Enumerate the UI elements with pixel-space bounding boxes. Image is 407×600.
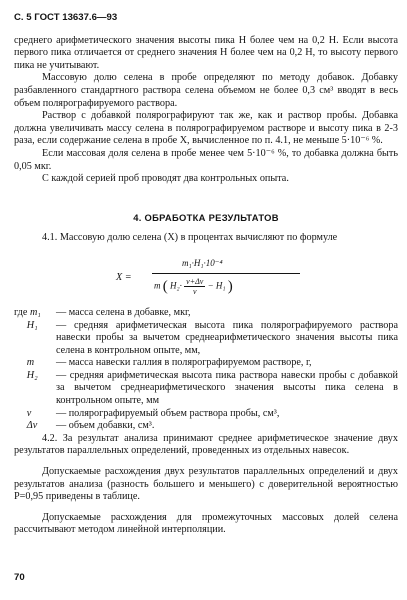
- formula-inner-bottom: v: [192, 286, 197, 296]
- definition-symbol: v: [26, 407, 32, 419]
- formula-fraction-bar: [152, 273, 300, 274]
- formula-lhs: X =: [116, 271, 132, 283]
- definition-text: — полярографируемый объем раствора пробы, см³,: [56, 407, 280, 419]
- definition-item: [14, 320, 398, 358]
- paragraph-interpolation: Допускаемые расхождения для промежуточных массовых долей селена рассчитывают методом линейной интерполяции.: [14, 511, 398, 536]
- formula-den-suffix: − H₁: [207, 280, 226, 291]
- paragraph-additions-method: Массовую долю селена в пробе определяют по методу добавок. Добавку разбавленного стандартного раствора селена объемом не более 0,3 см³ вводят в весь объем полярографируемого раствора.: [14, 72, 398, 109]
- definition-item: [14, 307, 398, 320]
- definitions-list: [14, 307, 398, 433]
- formula-open-paren: (: [162, 278, 168, 295]
- definition-symbol: где m₁: [14, 306, 41, 318]
- definition-symbol: Δv: [26, 420, 38, 432]
- definition-text: — масса селена в добавке, мкг,: [56, 306, 191, 318]
- formula-numerator: m₁·H₁·10⁻⁴: [182, 257, 223, 268]
- definition-text: — объем добавки, см³.: [56, 420, 155, 432]
- formula-den-prefix: m: [154, 280, 161, 291]
- section-title: 4. ОБРАБОТКА РЕЗУЛЬТАТОВ: [133, 211, 279, 223]
- paragraph-solution-with-addition: Раствор с добавкой полярографируют так же, как и раствор пробы. Добавка должна увеличивать массу селена в полярографируемом растворе и высоту пика в 2-3 раза, если содержание селена в пробе X, вычисленное по п. 4.1, не меньше 5·10⁻⁶ %.: [14, 110, 398, 147]
- formula-inner-fraction: [184, 277, 205, 296]
- definition-symbol: H₁: [26, 319, 38, 331]
- paragraph-continuation: среднего арифметического значения высоты пика H более чем на 0,2 H. Если высота первого пика отличается от среднего значения H более чем на 0,2 H, то высоту первого пика не учитывают.: [14, 34, 398, 71]
- page-header: С. 5 ГОСТ 13637.6—93: [14, 12, 118, 23]
- paragraph-tolerances: Допускаемые расхождения двух результатов параллельных определений и двух результатов анализа (разность большего и меньшего) с доверительной вероятностью P=0,95 приведены в таблице.: [14, 466, 398, 503]
- formula-denominator: [154, 277, 233, 296]
- paragraph-result-definition: 4.2. За результат анализа принимают среднее арифметическое значение двух результатов параллельных определений, проведенных из отдельных навесок.: [14, 432, 398, 457]
- definition-item: [14, 420, 398, 433]
- definition-item: [14, 357, 398, 370]
- document-page: [14, 12, 398, 537]
- page-number: 70: [14, 572, 25, 583]
- definition-symbol: H₂: [26, 369, 38, 381]
- formula-den-h2: H₂·: [170, 280, 182, 291]
- formula: [14, 255, 398, 301]
- formula-close-paren: ): [227, 278, 233, 295]
- definition-item: [14, 370, 398, 408]
- definition-symbol: m: [26, 357, 35, 369]
- definition-item: [14, 408, 398, 421]
- definition-text: — средняя арифметическая высота пика полярографируемого раствора навески пробы за вычетом среднеарифметического значения высоты пика селена в контрольном опыте, мм,: [56, 319, 398, 356]
- paragraph-control-experiments: С каждой серией проб проводят два контрольных опыта.: [42, 173, 289, 185]
- paragraph-low-selenium: Если массовая доля селена в пробе менее чем 5·10⁻⁶ %, то добавка должна быть 0,05 мкг.: [14, 147, 398, 172]
- paragraph-formula-intro: 4.1. Массовую долю селена (X) в процентах вычисляют по формуле: [42, 232, 338, 244]
- definition-text: — масса навески галлия в полярографируемом растворе, г,: [56, 357, 312, 369]
- formula-inner-top: v+Δv: [186, 276, 204, 286]
- definition-text: — средняя арифметическая высота пика раствора навески пробы с добавкой за вычетом среднеарифметического значения высоты пика селена в контрольном опыте, мм: [56, 369, 398, 407]
